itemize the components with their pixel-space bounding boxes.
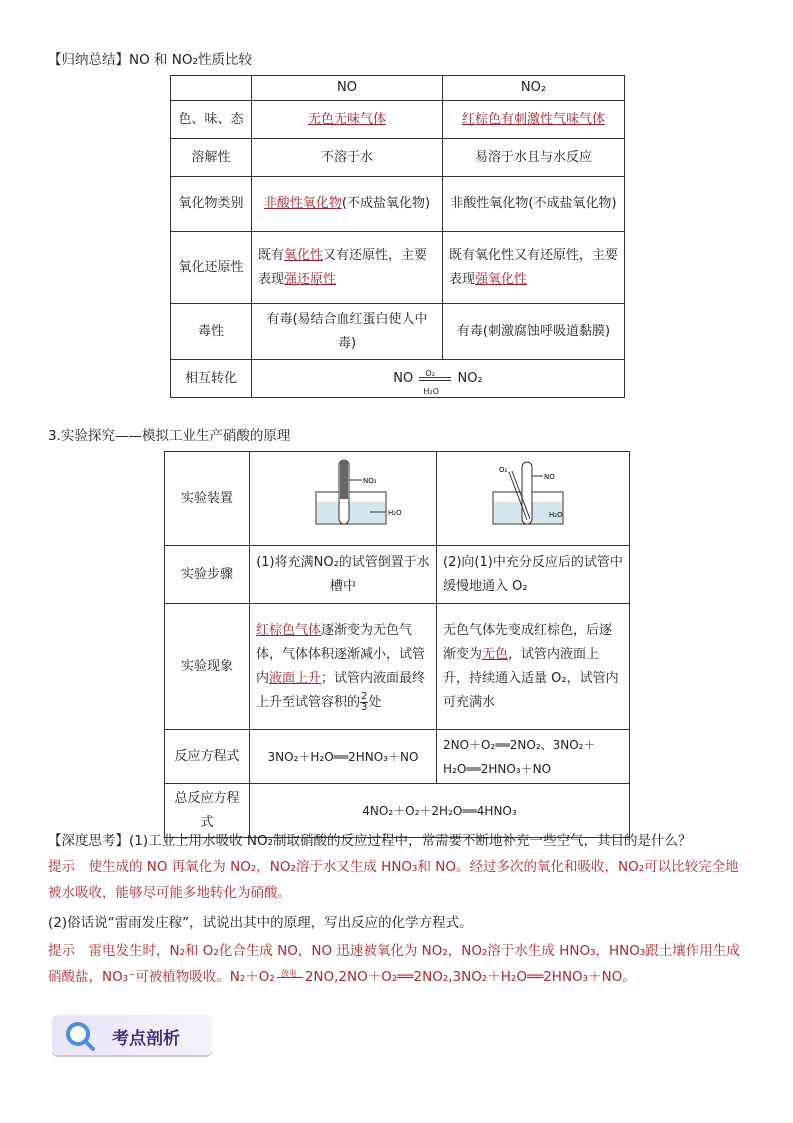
table-row: 实验现象 红棕色气体逐渐变为无色气体，气体体积逐渐减小，试管内液面上升；试管内液面最终上升至试管容积的 $\frac{2}{3}$ 处 无色气体先变成红棕色，后逐渐变为无色，试管内液面上升，持续通入适量 O₂，试管内可充满水: [165, 604, 630, 730]
apparatus-left-diagram: [250, 452, 436, 536]
badge-label: 考点剖析: [112, 1029, 180, 1049]
comparison-table: [170, 75, 625, 398]
table-row: 实验装置 NO₂ H₂O O₂ NO H₂O: [165, 452, 630, 546]
table-row: 氧化还原性 既有氧化性又有还原性，主要表现强还原性 既有氧化性又有还原性，主要表现强氧化性: [171, 232, 625, 304]
apparatus-left: [250, 452, 437, 546]
search-icon: [64, 1020, 96, 1056]
summary-heading: 【归纳总结】NO 和 NO₂性质比较: [48, 52, 252, 68]
table-row: 色、味、态 无色无味气体 红棕色有刺激性气味气体: [171, 101, 625, 139]
conversion-cell: NO $\frac{\text{O₂}}{\text{H₂O}}$ NO₂: [252, 360, 625, 398]
section3-heading: 3.实验探究——模拟工业生产硝酸的原理: [48, 428, 291, 444]
answer-2: 提示 雷电发生时，N₂和 O₂化合生成 NO，NO 迅速被氧化为 NO₂，NO₂溶于水生成 HNO₃，HNO₃跟土壤作用生成硝酸盐，NO₃⁻可被植物吸收。N₂＋O₂ 放电 2NO,2NO＋O₂══2NO₂,3NO₂＋H₂O══2HNO₃＋NO。: [48, 943, 740, 985]
table-row: 反应方程式 3NO₂＋H₂O══2HNO₃＋NO 2NO＋O₂══2NO₂、3NO₂＋H₂O══2HNO₃＋NO: [165, 730, 630, 784]
table-row: 氧化物类别 非酸性氧化物(不成盐氧化物) 非酸性氧化物(不成盐氧化物): [171, 177, 625, 232]
experiment-table: [164, 451, 630, 838]
question-2: (2)俗话说“雷雨发庄稼”，试说出其中的原理，写出反应的化学方程式。: [48, 915, 473, 931]
col-header-no2: NO₂: [443, 76, 625, 101]
table-row: 实验步骤 (1)将充满NO₂的试管倒置于水槽中 (2)向(1)中充分反应后的试管中缓慢地通入 O₂: [165, 546, 630, 604]
question-1: 【深度思考】(1)工业上用水吸收 NO₂制取硝酸的反应过程中，常需要不断地补充一些空气，其目的是什么？: [48, 833, 692, 849]
svg-text:NO₂: NO₂: [363, 477, 377, 485]
svg-text:H₂O: H₂O: [549, 511, 563, 519]
table-row: 毒性 有毒(易结合血红蛋白使人中毒) 有毒(刺激腐蚀呼吸道黏膜): [171, 304, 625, 360]
svg-text:O₂: O₂: [499, 466, 508, 474]
svg-text:NO: NO: [544, 473, 555, 481]
table-row: 总反应方程式 4NO₂＋O₂＋2H₂O══4HNO₃: [165, 784, 630, 838]
answer-1: 提示 使生成的 NO 再氧化为 NO₂，NO₂溶于水又生成 HNO₃和 NO。经过多次的氧化和吸收，NO₂可以比较完全地被水吸收，能够尽可能多地转化为硝酸。: [48, 859, 739, 901]
apparatus-right: [437, 452, 630, 546]
col-header-no: NO: [252, 76, 443, 101]
table-row: 溶解性 不溶于水 易溶于水且与水反应: [171, 139, 625, 177]
svg-text:H₂O: H₂O: [388, 509, 402, 517]
apparatus-right-diagram: [437, 452, 623, 536]
table-row: 相互转化 NO $\frac{\text{O₂}}{\text{H₂O}}$ NO₂: [171, 360, 625, 398]
